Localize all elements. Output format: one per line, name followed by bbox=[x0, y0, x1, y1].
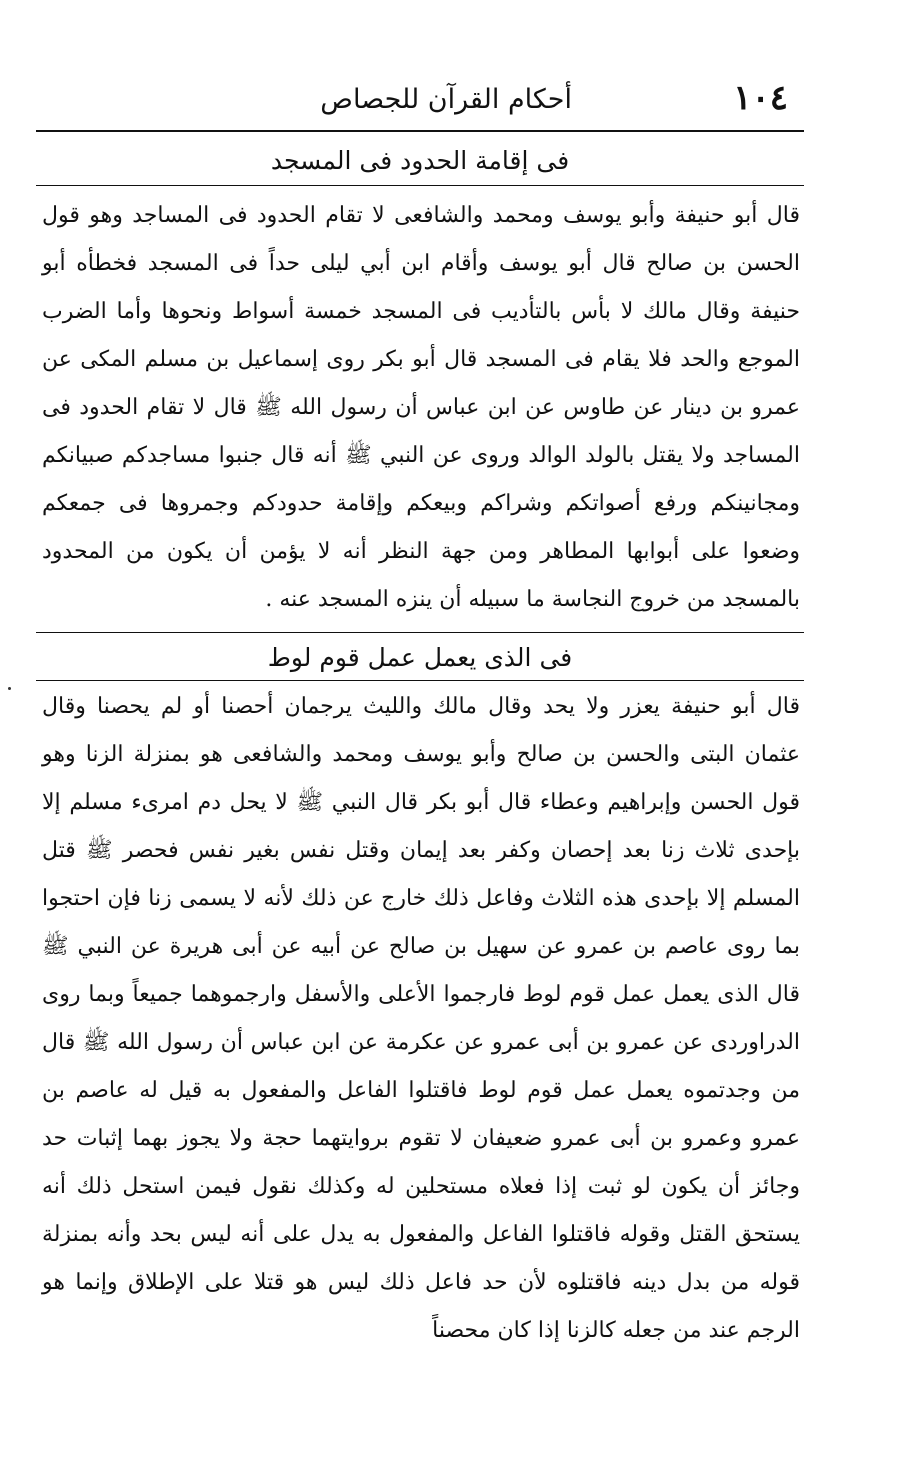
section-paragraph: قال أبو حنيفة يعزر ولا يحد وقال مالك والليث يرجمان أحصنا أو لم يحصنا وقال عثمان البتى والحسن بن صالح وأبو يوسف ومحمد والشافعى هو بمنزلة الزنا وهو قول الحسن وإبراهيم وعطاء قال أبو بكر قال النبي ﷺ لا يحل دم امرىء مسلم إلا بإحدى ثلاث زنا بعد إحصان وكفر بعد إيمان وقتل نفس بغير نفس فحصر ﷺ قتل المسلم إلا بإحدى هذه الثلاث وفاعل ذلك خارج عن ذلك لأنه لا يسمى زنا فإن احتجوا بما روى عاصم بن عمرو عن سهيل بن صالح عن أبيه عن أبى هريرة عن النبي ﷺ قال الذى يعمل عمل قوم لوط فارجموا الأعلى والأسفل وارجموهما جميعاً وبما روى الدراوردى عن عمرو بن أبى عمرو عن عكرمة عن ابن عباس أن رسول الله ﷺ قال من وجدتموه يعمل عمل قوم لوط فاقتلوا الفاعل والمفعول به قيل له عاصم بن عمرو وعمرو بن أبى عمرو ضعيفان لا تقوم بروايتهما حجة ولا يجوز بهما إثبات حد وجائز أن يكون لو ثبت إذا فعلاه مستحلين له وكذلك نقول فيمن استحل ذلك أنه يستحق القتل وقوله فاقتلوا الفاعل والمفعول به يدل على أنه ليس بحد وأنه بمنزلة قوله من بدل دينه فاقتلوه لأن حد فاعل ذلك ليس هو قتلا على الإطلاق وإنما هو الرجم عند من جعله كالزنا إذا كان محصناً bbox=[42, 694, 800, 1343]
section-divider bbox=[36, 185, 804, 186]
scan-speck bbox=[8, 687, 11, 690]
section-paragraph: قال أبو حنيفة وأبو يوسف ومحمد والشافعى لا تقام الحدود فى المساجد وهو قول الحسن بن صالح قال أبو يوسف وأقام ابن أبي ليلى حداً فى المسجد فخطأه أبو حنيفة وقال مالك لا بأس بالتأديب فى المسجد خمسة أسواط ونحوها وأما الضرب الموجع والحد فلا يقام فى المسجد قال أبو بكر روى إسماعيل بن مسلم المكى عن عمرو بن دينار عن طاوس عن ابن عباس أن رسول الله ﷺ قال لا تقام الحدود فى المساجد ولا يقتل بالولد الوالد وروى عن النبي ﷺ أنه قال جنبوا مساجدكم صبيانكم ومجانينكم ورفع أصواتكم وشراكم وبيعكم وإقامة حدودكم وجمروها فى جمعكم وضعوا على أبوابها المطاهر ومن جهة النظر أنه لا يؤمن أن يكون من المحدود بالمسجد من خروج النجاسة ما سبيله أن ينزه المسجد عنه . bbox=[42, 203, 800, 612]
page-header bbox=[36, 70, 804, 132]
section-title: فى الذى يعمل عمل قوم لوط bbox=[267, 643, 573, 672]
section-title: فى إقامة الحدود فى المسجد bbox=[270, 146, 570, 175]
running-title: أحكام القرآن للجصاص bbox=[320, 84, 572, 115]
section-divider bbox=[36, 680, 804, 681]
book-page bbox=[36, 70, 804, 1363]
page-number: ١٠٤ bbox=[733, 78, 788, 118]
